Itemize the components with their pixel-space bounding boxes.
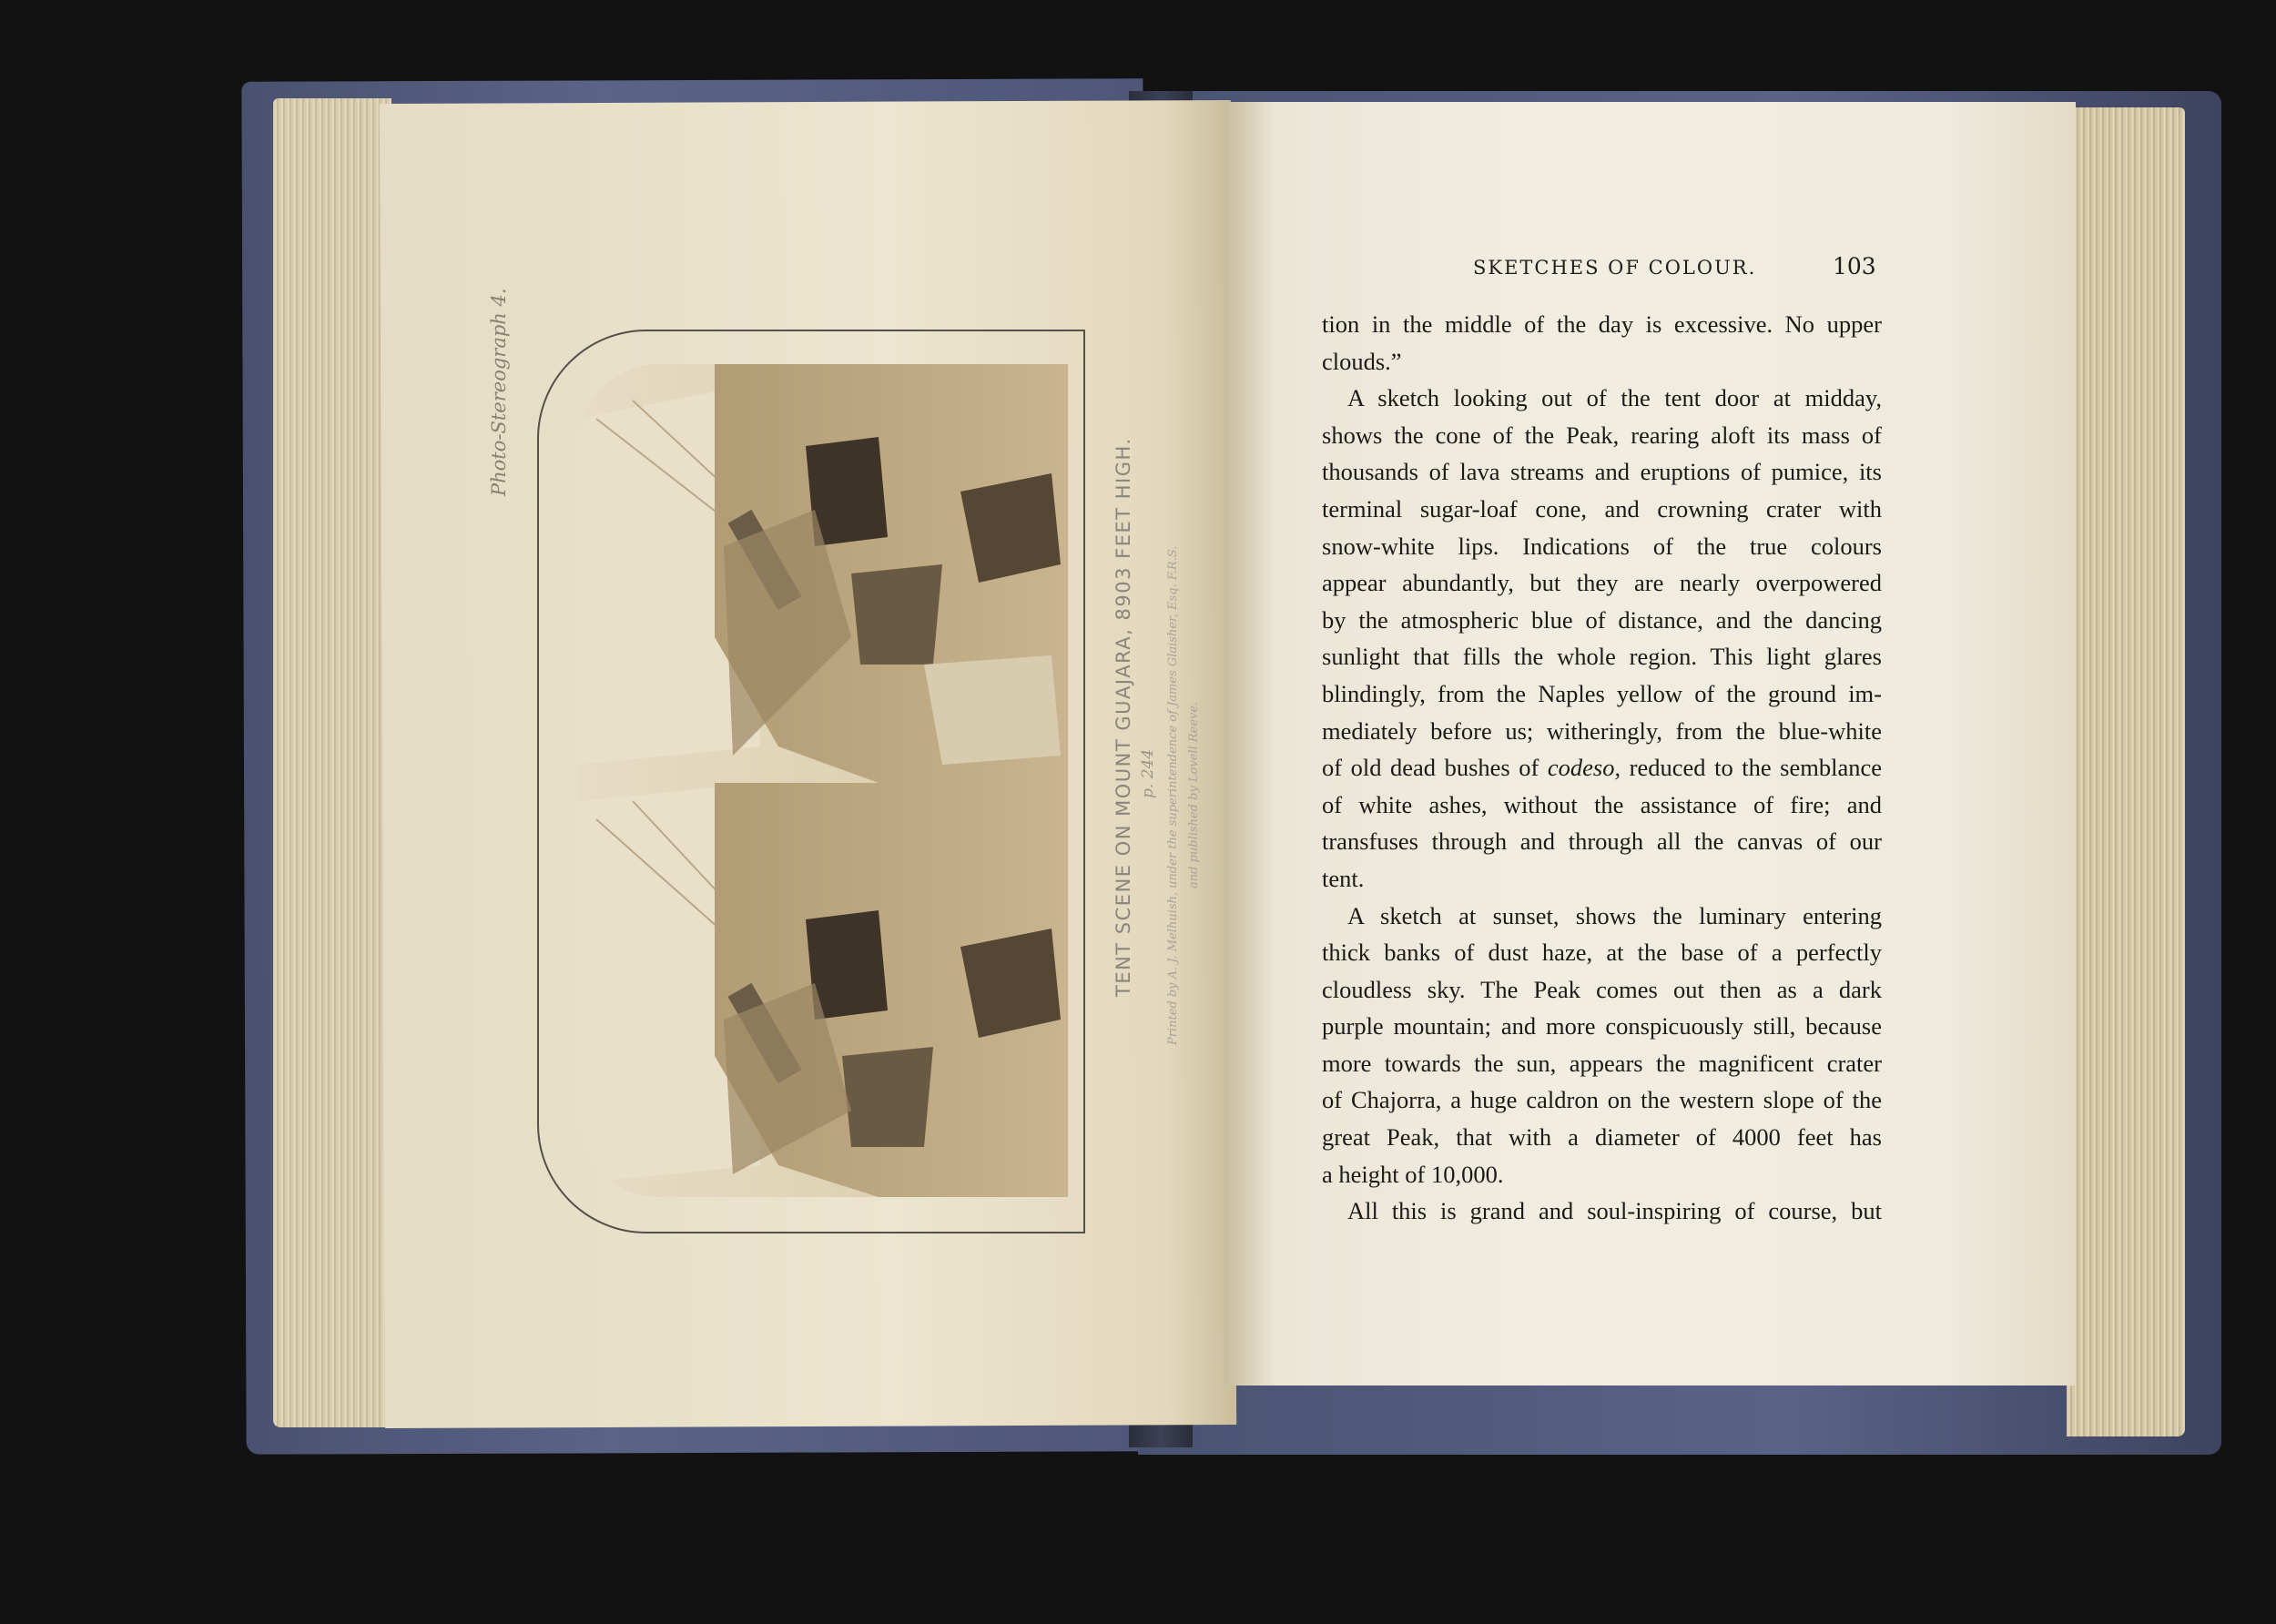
photo-caption: TENT SCENE ON MOUNT GUAJARA, 8903 FEET HIGH. — [1113, 437, 1134, 997]
text-line: cloudless sky. The Peak comes out then as a dark — [1322, 975, 1882, 1003]
text-line: appear abundantly, but they are nearly overpowered — [1322, 569, 1882, 597]
text-line: transfuses through and through all the canvas of our — [1322, 827, 1882, 856]
text-line: tent. — [1322, 864, 1365, 892]
text-line: snow-white lips. Indications of the true colours — [1322, 532, 1882, 560]
text-line: blindingly, from the Naples yellow of the ground im- — [1322, 679, 1882, 707]
text-line: of Chajorra, a huge caldron on the western slope of the — [1322, 1086, 1882, 1114]
page-edges-left — [273, 98, 391, 1427]
running-head: SKETCHES OF COLOUR. — [1473, 257, 1757, 279]
text-line: clouds.” — [1322, 347, 1402, 375]
text-line: thousands of lava streams and eruptions of pumice, its — [1322, 458, 1882, 486]
text-line: A sketch at sunset, shows the luminary entering — [1347, 901, 1882, 929]
text-line: tion in the middle of the day is excessive. No upper — [1322, 310, 1882, 338]
text-line: mediately before us; witheringly, from the blue-white — [1322, 716, 1882, 745]
text-line: All this is grand and soul-inspiring of course, but — [1347, 1197, 1882, 1225]
text-line: by the atmospheric blue of distance, and the dancing — [1322, 605, 1882, 634]
page-number: 103 — [1833, 253, 1876, 279]
text-line: shows the cone of the Peak, rearing aloft its mass of — [1322, 421, 1882, 449]
text-line: a height of 10,000. — [1322, 1160, 1504, 1188]
printer-credit: Printed by A. J. Melhuish, under the superintendence of James Glaisher, Esq. F.R.S. — [1166, 545, 1180, 1045]
stereograph-series-label: Photo-Stereograph 4. — [488, 288, 510, 496]
text-line: of white ashes, without the assistance of fire; and — [1322, 790, 1882, 818]
text-line: A sketch looking out of the tent door at midday, — [1347, 384, 1882, 412]
text-line: of old dead bushes of codeso, reduced to the semblance — [1322, 754, 1882, 782]
text-line: thick banks of dust haze, at the base of a perfectly — [1322, 939, 1882, 967]
page-edges-right — [2067, 107, 2185, 1436]
text-line: purple mountain; and more conspicuously still, because — [1322, 1012, 1882, 1040]
text-line: more towards the sun, appears the magnificent crater — [1322, 1049, 1882, 1077]
stereograph-photo — [578, 364, 1068, 1197]
text-line: sunlight that fills the whole region. This light glares — [1322, 643, 1882, 671]
caption-page-reference: p. 244 — [1139, 748, 1157, 798]
text-line: great Peak, that with a diameter of 4000 feet has — [1322, 1123, 1882, 1152]
text-line: terminal sugar-loaf cone, and crowning crater with — [1322, 494, 1882, 523]
body-text — [1322, 306, 1882, 1230]
publisher-credit: and published by Lovell Reeve. — [1187, 701, 1201, 888]
